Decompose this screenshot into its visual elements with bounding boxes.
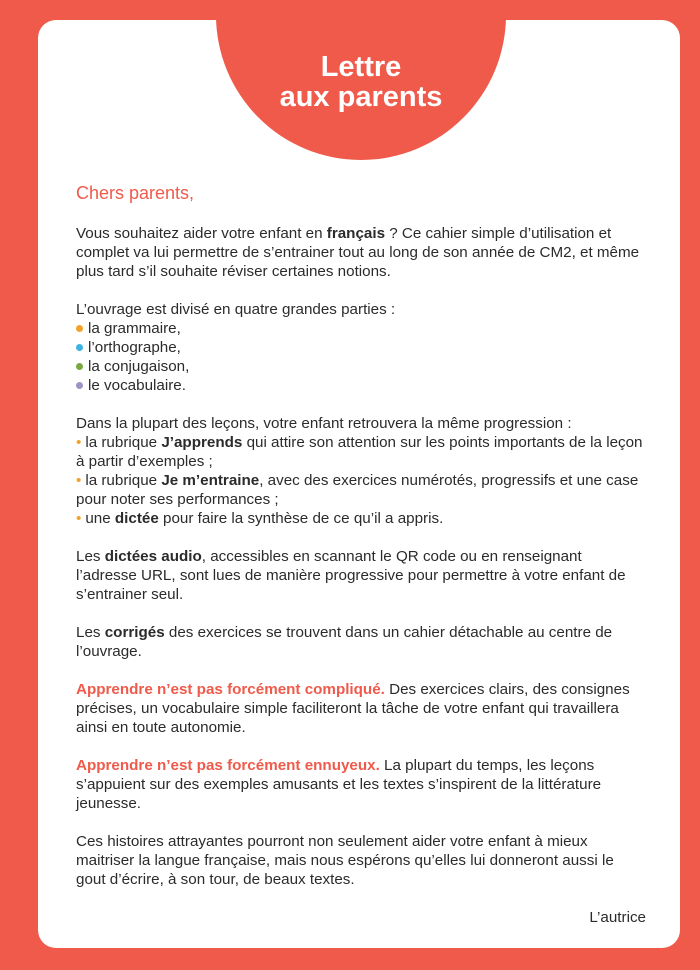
list-item-label: la conjugaison,: [88, 358, 190, 375]
corriges-label: corrigés: [104, 624, 165, 641]
list-item-label: la grammaire,: [88, 320, 181, 337]
je-mentraine-label: Je m’entraine: [161, 472, 260, 489]
list-item: • une dictée pour faire la synthèse de ce qu’il a appris.: [76, 510, 444, 527]
list-item: [76, 357, 646, 376]
final-paragraph: Ces histoires attrayantes pourront non seulement aider votre enfant à mieux maitriser la langue française, mais nous espérons qu’elles lui donneront aussi le gout d’écrire, à son tour, de beaux textes.: [76, 833, 614, 888]
intro-text-bold: français: [326, 225, 386, 242]
orange-dot-icon: [76, 325, 83, 332]
letter-card: [38, 20, 680, 948]
bullet-icon: •: [76, 434, 82, 451]
list-item: • la rubrique J’apprends qui attire son attention sur les points importants de la leçon à partir d’exemples ;: [76, 434, 643, 470]
parts-intro: L’ouvrage est divisé en quatre grandes parties :: [76, 301, 396, 318]
intro-paragraph: [76, 224, 646, 281]
complique-paragraph: Apprendre n’est pas forcément compliqué. Des exercices clairs, des consignes précises, un vocabulaire simple faciliteront la tâche de votre enfant qui travaillera ainsi en toute autonomie.: [76, 681, 630, 736]
bullet-icon: •: [76, 472, 82, 489]
dictees-audio-label: dictées audio: [104, 548, 202, 565]
title-line-2: aux parents: [279, 81, 443, 113]
list-item-label: le vocabulaire.: [88, 377, 186, 394]
ennuyeux-paragraph: Apprendre n’est pas forcément ennuyeux. La plupart du temps, les leçons s’appuient sur des exemples amusants et les textes s’inspirent de la littérature jeunesse.: [76, 757, 602, 812]
title-line-1: Lettre: [320, 51, 402, 83]
intro-text-a: Vous souhaitez aider votre enfant en: [76, 225, 327, 242]
audio-paragraph: Les dictées audio, accessibles en scannant le QR code ou en renseignant l’adresse URL, sont lues de manière progressive pour permettre à votre enfant de s’entrainer seul.: [76, 548, 626, 603]
complique-highlight: Apprendre n’est pas forcément compliqué.: [76, 681, 385, 698]
green-dot-icon: [76, 363, 83, 370]
purple-dot-icon: [76, 382, 83, 389]
list-item-label: l’orthographe,: [88, 339, 181, 356]
progression-list: [76, 414, 646, 528]
ennuyeux-highlight: Apprendre n’est pas forcément ennuyeux.: [76, 757, 380, 774]
intro-text-c: ? Ce cahier simple d’utilisation et complet va lui permettre de s’entrainer tout au long de son année de CM2, et même plus tard s’il souhaite réviser certaines notions.: [76, 225, 640, 280]
bullet-icon: •: [76, 510, 82, 527]
page-title: [216, 52, 506, 112]
greeting: Chers parents,: [76, 183, 195, 203]
list-item: • la rubrique Je m’entraine, avec des exercices numérotés, progressifs et une case pour noter ses performances ;: [76, 472, 639, 508]
dictee-label: dictée: [114, 510, 159, 527]
list-item: [76, 338, 646, 357]
signature: L’autrice: [589, 909, 646, 926]
list-item: [76, 319, 646, 338]
progression-intro: Dans la plupart des leçons, votre enfant retrouvera la même progression :: [76, 415, 572, 432]
blue-dot-icon: [76, 344, 83, 351]
japprends-label: J’apprends: [161, 434, 243, 451]
letter-body: [76, 180, 646, 927]
list-item: [76, 376, 646, 395]
parts-list: [76, 300, 646, 395]
corriges-paragraph: Les corrigés des exercices se trouvent dans un cahier détachable au centre de l’ouvrage.: [76, 624, 613, 660]
